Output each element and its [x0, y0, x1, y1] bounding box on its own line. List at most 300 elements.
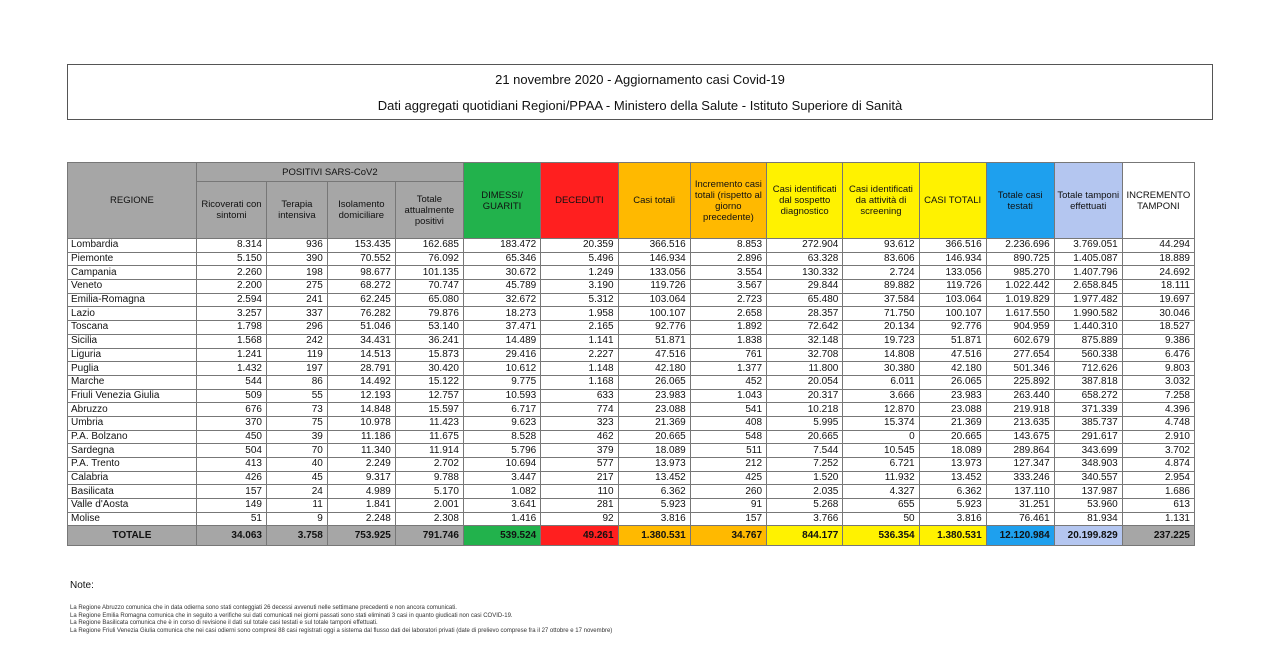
value-cell: 450	[196, 430, 266, 444]
value-cell: 30.046	[1122, 307, 1194, 321]
value-cell: 137.110	[986, 485, 1054, 499]
value-cell: 387.818	[1054, 375, 1122, 389]
value-cell: 242	[266, 334, 327, 348]
region-cell: Veneto	[68, 280, 197, 294]
header-incremento-tamponi: INCREMENTO TAMPONI	[1122, 163, 1194, 239]
value-cell: 130.332	[767, 266, 843, 280]
value-cell: 42.180	[919, 362, 986, 376]
region-cell: Valle d'Aosta	[68, 499, 197, 513]
value-cell: 26.065	[919, 375, 986, 389]
total-value-cell: 1.380.531	[919, 526, 986, 546]
value-cell: 260	[690, 485, 766, 499]
region-cell: Toscana	[68, 321, 197, 335]
value-cell: 6.011	[843, 375, 919, 389]
value-cell: 2.001	[395, 499, 463, 513]
value-cell: 2.594	[196, 293, 266, 307]
total-value-cell: 753.925	[327, 526, 395, 546]
table-body	[68, 239, 1195, 546]
header-screening: Casi identificati da attività di screening	[843, 163, 919, 239]
total-value-cell: 536.354	[843, 526, 919, 546]
value-cell: 62.245	[327, 293, 395, 307]
value-cell: 13.452	[919, 471, 986, 485]
value-cell: 37.471	[463, 321, 540, 335]
value-cell: 1.405.087	[1054, 252, 1122, 266]
value-cell: 5.268	[767, 499, 843, 513]
value-cell: 408	[690, 416, 766, 430]
region-cell: Umbria	[68, 416, 197, 430]
value-cell: 2.260	[196, 266, 266, 280]
region-cell: Puglia	[68, 362, 197, 376]
value-cell: 36.241	[395, 334, 463, 348]
value-cell: 275	[266, 280, 327, 294]
table-row	[68, 321, 1195, 335]
region-header: REGIONE	[68, 163, 197, 239]
value-cell: 655	[843, 499, 919, 513]
value-cell: 13.973	[919, 458, 986, 472]
header-incremento-casi: Incremento casi totali (rispetto al giorno precedente)	[690, 163, 766, 239]
region-cell: Piemonte	[68, 252, 197, 266]
table-row	[68, 362, 1195, 376]
value-cell: 92	[541, 512, 618, 526]
value-cell: 1.520	[767, 471, 843, 485]
value-cell: 2.910	[1122, 430, 1194, 444]
value-cell: 11.675	[395, 430, 463, 444]
value-cell: 133.056	[618, 266, 690, 280]
value-cell: 19.723	[843, 334, 919, 348]
value-cell: 385.737	[1054, 416, 1122, 430]
region-cell: Friuli Venezia Giulia	[68, 389, 197, 403]
value-cell: 143.675	[986, 430, 1054, 444]
value-cell: 296	[266, 321, 327, 335]
region-cell: Abruzzo	[68, 403, 197, 417]
value-cell: 658.272	[1054, 389, 1122, 403]
region-cell: Marche	[68, 375, 197, 389]
value-cell: 92.776	[618, 321, 690, 335]
value-cell: 20.054	[767, 375, 843, 389]
value-cell: 14.513	[327, 348, 395, 362]
region-cell: Lazio	[68, 307, 197, 321]
value-cell: 225.892	[986, 375, 1054, 389]
value-cell: 39	[266, 430, 327, 444]
value-cell: 9.803	[1122, 362, 1194, 376]
value-cell: 15.374	[843, 416, 919, 430]
value-cell: 1.022.442	[986, 280, 1054, 294]
value-cell: 13.973	[618, 458, 690, 472]
value-cell: 83.606	[843, 252, 919, 266]
value-cell: 137.987	[1054, 485, 1122, 499]
value-cell: 18.527	[1122, 321, 1194, 335]
value-cell: 20.665	[919, 430, 986, 444]
value-cell: 32.708	[767, 348, 843, 362]
table-row	[68, 403, 1195, 417]
value-cell: 18.889	[1122, 252, 1194, 266]
value-cell: 29.844	[767, 280, 843, 294]
value-cell: 4.396	[1122, 403, 1194, 417]
value-cell: 6.721	[843, 458, 919, 472]
value-cell: 370	[196, 416, 266, 430]
value-cell: 371.339	[1054, 403, 1122, 417]
value-cell: 15.122	[395, 375, 463, 389]
table-row	[68, 334, 1195, 348]
value-cell: 9.775	[463, 375, 540, 389]
value-cell: 26.065	[618, 375, 690, 389]
value-cell: 63.328	[767, 252, 843, 266]
header-tamponi: Totale tamponi effettuati	[1054, 163, 1122, 239]
value-cell: 712.626	[1054, 362, 1122, 376]
value-cell: 1.407.796	[1054, 266, 1122, 280]
value-cell: 20.665	[767, 430, 843, 444]
value-cell: 291.617	[1054, 430, 1122, 444]
value-cell: 23.983	[919, 389, 986, 403]
value-cell: 45	[266, 471, 327, 485]
value-cell: 21.369	[618, 416, 690, 430]
value-cell: 1.440.310	[1054, 321, 1122, 335]
value-cell: 1.990.582	[1054, 307, 1122, 321]
value-cell: 20.359	[541, 239, 618, 253]
value-cell: 1.249	[541, 266, 618, 280]
total-value-cell: 3.758	[266, 526, 327, 546]
value-cell: 70.552	[327, 252, 395, 266]
value-cell: 5.312	[541, 293, 618, 307]
value-cell: 462	[541, 430, 618, 444]
value-cell: 343.699	[1054, 444, 1122, 458]
value-cell: 1.841	[327, 499, 395, 513]
value-cell: 197	[266, 362, 327, 376]
header-casi-totali: Casi totali	[618, 163, 690, 239]
value-cell: 5.170	[395, 485, 463, 499]
value-cell: 1.082	[463, 485, 540, 499]
header-attualmente-positivi: Totale attualmente positivi	[395, 182, 463, 239]
page-subtitle: Dati aggregati quotidiani Regioni/PPAA - Ministero della Salute - Istituto Superiore di Sanità	[377, 98, 903, 113]
region-cell: Sardegna	[68, 444, 197, 458]
value-cell: 24.692	[1122, 266, 1194, 280]
value-cell: 390	[266, 252, 327, 266]
value-cell: 5.796	[463, 444, 540, 458]
value-cell: 337	[266, 307, 327, 321]
value-cell: 425	[690, 471, 766, 485]
value-cell: 2.200	[196, 280, 266, 294]
value-cell: 7.544	[767, 444, 843, 458]
value-cell: 548	[690, 430, 766, 444]
value-cell: 1.838	[690, 334, 766, 348]
value-cell: 101.135	[395, 266, 463, 280]
value-cell: 2.658	[690, 307, 766, 321]
value-cell: 198	[266, 266, 327, 280]
value-cell: 577	[541, 458, 618, 472]
value-cell: 3.447	[463, 471, 540, 485]
value-cell: 11.340	[327, 444, 395, 458]
total-value-cell: 12.120.984	[986, 526, 1054, 546]
value-cell: 277.654	[986, 348, 1054, 362]
value-cell: 1.617.550	[986, 307, 1054, 321]
value-cell: 890.725	[986, 252, 1054, 266]
value-cell: 51.046	[327, 321, 395, 335]
value-cell: 3.554	[690, 266, 766, 280]
value-cell: 509	[196, 389, 266, 403]
table-row	[68, 485, 1195, 499]
value-cell: 452	[690, 375, 766, 389]
value-cell: 4.989	[327, 485, 395, 499]
value-cell: 24	[266, 485, 327, 499]
value-cell: 32.148	[767, 334, 843, 348]
value-cell: 426	[196, 471, 266, 485]
value-cell: 40	[266, 458, 327, 472]
value-cell: 31.251	[986, 499, 1054, 513]
table-row	[68, 471, 1195, 485]
header-terapia: Terapia intensiva	[266, 182, 327, 239]
region-cell: Emilia-Romagna	[68, 293, 197, 307]
notes-section	[70, 580, 612, 635]
value-cell: 146.934	[618, 252, 690, 266]
value-cell: 32.672	[463, 293, 540, 307]
value-cell: 14.848	[327, 403, 395, 417]
table-row	[68, 375, 1195, 389]
value-cell: 3.190	[541, 280, 618, 294]
value-cell: 30.672	[463, 266, 540, 280]
table-row	[68, 458, 1195, 472]
value-cell: 9.623	[463, 416, 540, 430]
value-cell: 47.516	[618, 348, 690, 362]
value-cell: 157	[690, 512, 766, 526]
value-cell: 366.516	[919, 239, 986, 253]
value-cell: 9.386	[1122, 334, 1194, 348]
value-cell: 1.432	[196, 362, 266, 376]
value-cell: 281	[541, 499, 618, 513]
region-cell: Lombardia	[68, 239, 197, 253]
value-cell: 936	[266, 239, 327, 253]
value-cell: 153.435	[327, 239, 395, 253]
region-cell: Sicilia	[68, 334, 197, 348]
value-cell: 241	[266, 293, 327, 307]
value-cell: 53.960	[1054, 499, 1122, 513]
value-cell: 146.934	[919, 252, 986, 266]
value-cell: 2.249	[327, 458, 395, 472]
value-cell: 68.272	[327, 280, 395, 294]
value-cell: 110	[541, 485, 618, 499]
value-cell: 8.853	[690, 239, 766, 253]
value-cell: 10.218	[767, 403, 843, 417]
value-cell: 30.420	[395, 362, 463, 376]
notes-title: Note:	[70, 580, 94, 591]
value-cell: 11.932	[843, 471, 919, 485]
value-cell: 71.750	[843, 307, 919, 321]
value-cell: 15.597	[395, 403, 463, 417]
region-cell: Basilicata	[68, 485, 197, 499]
value-cell: 72.642	[767, 321, 843, 335]
value-cell: 2.658.845	[1054, 280, 1122, 294]
positivi-group-header: POSITIVI SARS-CoV2	[196, 163, 463, 182]
value-cell: 100.107	[919, 307, 986, 321]
total-label: TOTALE	[68, 526, 197, 546]
value-cell: 76.092	[395, 252, 463, 266]
value-cell: 14.808	[843, 348, 919, 362]
value-cell: 5.923	[618, 499, 690, 513]
value-cell: 11.914	[395, 444, 463, 458]
value-cell: 15.873	[395, 348, 463, 362]
total-value-cell: 1.380.531	[618, 526, 690, 546]
value-cell: 183.472	[463, 239, 540, 253]
value-cell: 904.959	[986, 321, 1054, 335]
value-cell: 28.357	[767, 307, 843, 321]
value-cell: 774	[541, 403, 618, 417]
header-dimessi: DIMESSI/ GUARITI	[463, 163, 540, 239]
notes-lines	[70, 605, 612, 635]
value-cell: 413	[196, 458, 266, 472]
value-cell: 70	[266, 444, 327, 458]
value-cell: 28.791	[327, 362, 395, 376]
value-cell: 289.864	[986, 444, 1054, 458]
value-cell: 9.317	[327, 471, 395, 485]
value-cell: 213.635	[986, 416, 1054, 430]
value-cell: 1.019.829	[986, 293, 1054, 307]
value-cell: 13.452	[618, 471, 690, 485]
value-cell: 2.308	[395, 512, 463, 526]
value-cell: 4.874	[1122, 458, 1194, 472]
value-cell: 50	[843, 512, 919, 526]
value-cell: 23.088	[919, 403, 986, 417]
value-cell: 2.954	[1122, 471, 1194, 485]
total-value-cell: 791.746	[395, 526, 463, 546]
header-sospetto-diagnostico: Casi identificati dal sospetto diagnostico	[767, 163, 843, 239]
value-cell: 3.816	[618, 512, 690, 526]
table-row	[68, 430, 1195, 444]
value-cell: 11.800	[767, 362, 843, 376]
value-cell: 5.923	[919, 499, 986, 513]
value-cell: 89.882	[843, 280, 919, 294]
value-cell: 1.958	[541, 307, 618, 321]
value-cell: 217	[541, 471, 618, 485]
value-cell: 3.702	[1122, 444, 1194, 458]
value-cell: 1.977.482	[1054, 293, 1122, 307]
value-cell: 366.516	[618, 239, 690, 253]
value-cell: 761	[690, 348, 766, 362]
table-row	[68, 416, 1195, 430]
note-line: La Regione Abruzzo comunica che in data odierna sono stati conteggiati 26 decessi avvenuti nelle settimane precedenti e non ancora comunicati.	[70, 605, 457, 611]
total-row	[68, 526, 1195, 546]
value-cell: 2.724	[843, 266, 919, 280]
value-cell: 272.904	[767, 239, 843, 253]
region-cell: Calabria	[68, 471, 197, 485]
value-cell: 42.180	[618, 362, 690, 376]
value-cell: 21.369	[919, 416, 986, 430]
value-cell: 5.496	[541, 252, 618, 266]
value-cell: 157	[196, 485, 266, 499]
value-cell: 263.440	[986, 389, 1054, 403]
value-cell: 34.431	[327, 334, 395, 348]
value-cell: 6.717	[463, 403, 540, 417]
table-row	[68, 280, 1195, 294]
value-cell: 103.064	[919, 293, 986, 307]
value-cell: 8.528	[463, 430, 540, 444]
value-cell: 11.186	[327, 430, 395, 444]
region-cell: P.A. Bolzano	[68, 430, 197, 444]
value-cell: 1.892	[690, 321, 766, 335]
value-cell: 501.346	[986, 362, 1054, 376]
value-cell: 2.723	[690, 293, 766, 307]
covid-data-table	[67, 162, 1195, 546]
value-cell: 70.747	[395, 280, 463, 294]
value-cell: 379	[541, 444, 618, 458]
value-cell: 985.270	[986, 266, 1054, 280]
value-cell: 20.317	[767, 389, 843, 403]
value-cell: 12.870	[843, 403, 919, 417]
value-cell: 4.327	[843, 485, 919, 499]
value-cell: 7.258	[1122, 389, 1194, 403]
value-cell: 3.641	[463, 499, 540, 513]
value-cell: 2.165	[541, 321, 618, 335]
value-cell: 79.876	[395, 307, 463, 321]
value-cell: 20.134	[843, 321, 919, 335]
total-value-cell: 34.063	[196, 526, 266, 546]
value-cell: 44.294	[1122, 239, 1194, 253]
page-title: 21 novembre 2020 - Aggiornamento casi Covid-19	[495, 72, 785, 87]
value-cell: 9.788	[395, 471, 463, 485]
value-cell: 3.257	[196, 307, 266, 321]
value-cell: 2.248	[327, 512, 395, 526]
value-cell: 119	[266, 348, 327, 362]
header-isolamento: Isolamento domiciliare	[327, 182, 395, 239]
value-cell: 51.871	[618, 334, 690, 348]
value-cell: 2.035	[767, 485, 843, 499]
value-cell: 560.338	[1054, 348, 1122, 362]
value-cell: 3.032	[1122, 375, 1194, 389]
table-row	[68, 239, 1195, 253]
value-cell: 92.776	[919, 321, 986, 335]
value-cell: 12.193	[327, 389, 395, 403]
value-cell: 875.889	[1054, 334, 1122, 348]
value-cell: 51.871	[919, 334, 986, 348]
value-cell: 9	[266, 512, 327, 526]
value-cell: 53.140	[395, 321, 463, 335]
value-cell: 10.612	[463, 362, 540, 376]
value-cell: 12.757	[395, 389, 463, 403]
value-cell: 30.380	[843, 362, 919, 376]
value-cell: 2.236.696	[986, 239, 1054, 253]
value-cell: 2.702	[395, 458, 463, 472]
value-cell: 7.252	[767, 458, 843, 472]
note-line: La Regione Basilicata comunica che è in corso di revisione il dati sul totale casi testati e sul totale tamponi effettuati.	[70, 620, 378, 627]
value-cell: 1.043	[690, 389, 766, 403]
header-deceduti: DECEDUTI	[541, 163, 618, 239]
header-casi-totali-2: CASI TOTALI	[919, 163, 986, 239]
table-row	[68, 512, 1195, 526]
region-cell: Liguria	[68, 348, 197, 362]
total-value-cell: 49.261	[541, 526, 618, 546]
value-cell: 6.476	[1122, 348, 1194, 362]
total-value-cell: 237.225	[1122, 526, 1194, 546]
region-cell: P.A. Trento	[68, 458, 197, 472]
value-cell: 1.568	[196, 334, 266, 348]
value-cell: 504	[196, 444, 266, 458]
value-cell: 37.584	[843, 293, 919, 307]
value-cell: 6.362	[919, 485, 986, 499]
note-line: La Regione Emilia Romagna comunica che in seguito a verifiche sui dati comunicati nei giorni passati sono stati eliminati 3 casi in quanto giudicati non casi COVID-19.	[70, 612, 513, 619]
value-cell: 18.089	[618, 444, 690, 458]
value-cell: 1.377	[690, 362, 766, 376]
value-cell: 100.107	[618, 307, 690, 321]
table-row	[68, 266, 1195, 280]
value-cell: 162.685	[395, 239, 463, 253]
value-cell: 18.089	[919, 444, 986, 458]
value-cell: 340.557	[1054, 471, 1122, 485]
value-cell: 91	[690, 499, 766, 513]
table-row	[68, 348, 1195, 362]
value-cell: 5.150	[196, 252, 266, 266]
value-cell: 3.666	[843, 389, 919, 403]
value-cell: 602.679	[986, 334, 1054, 348]
value-cell: 11	[266, 499, 327, 513]
value-cell: 23.088	[618, 403, 690, 417]
